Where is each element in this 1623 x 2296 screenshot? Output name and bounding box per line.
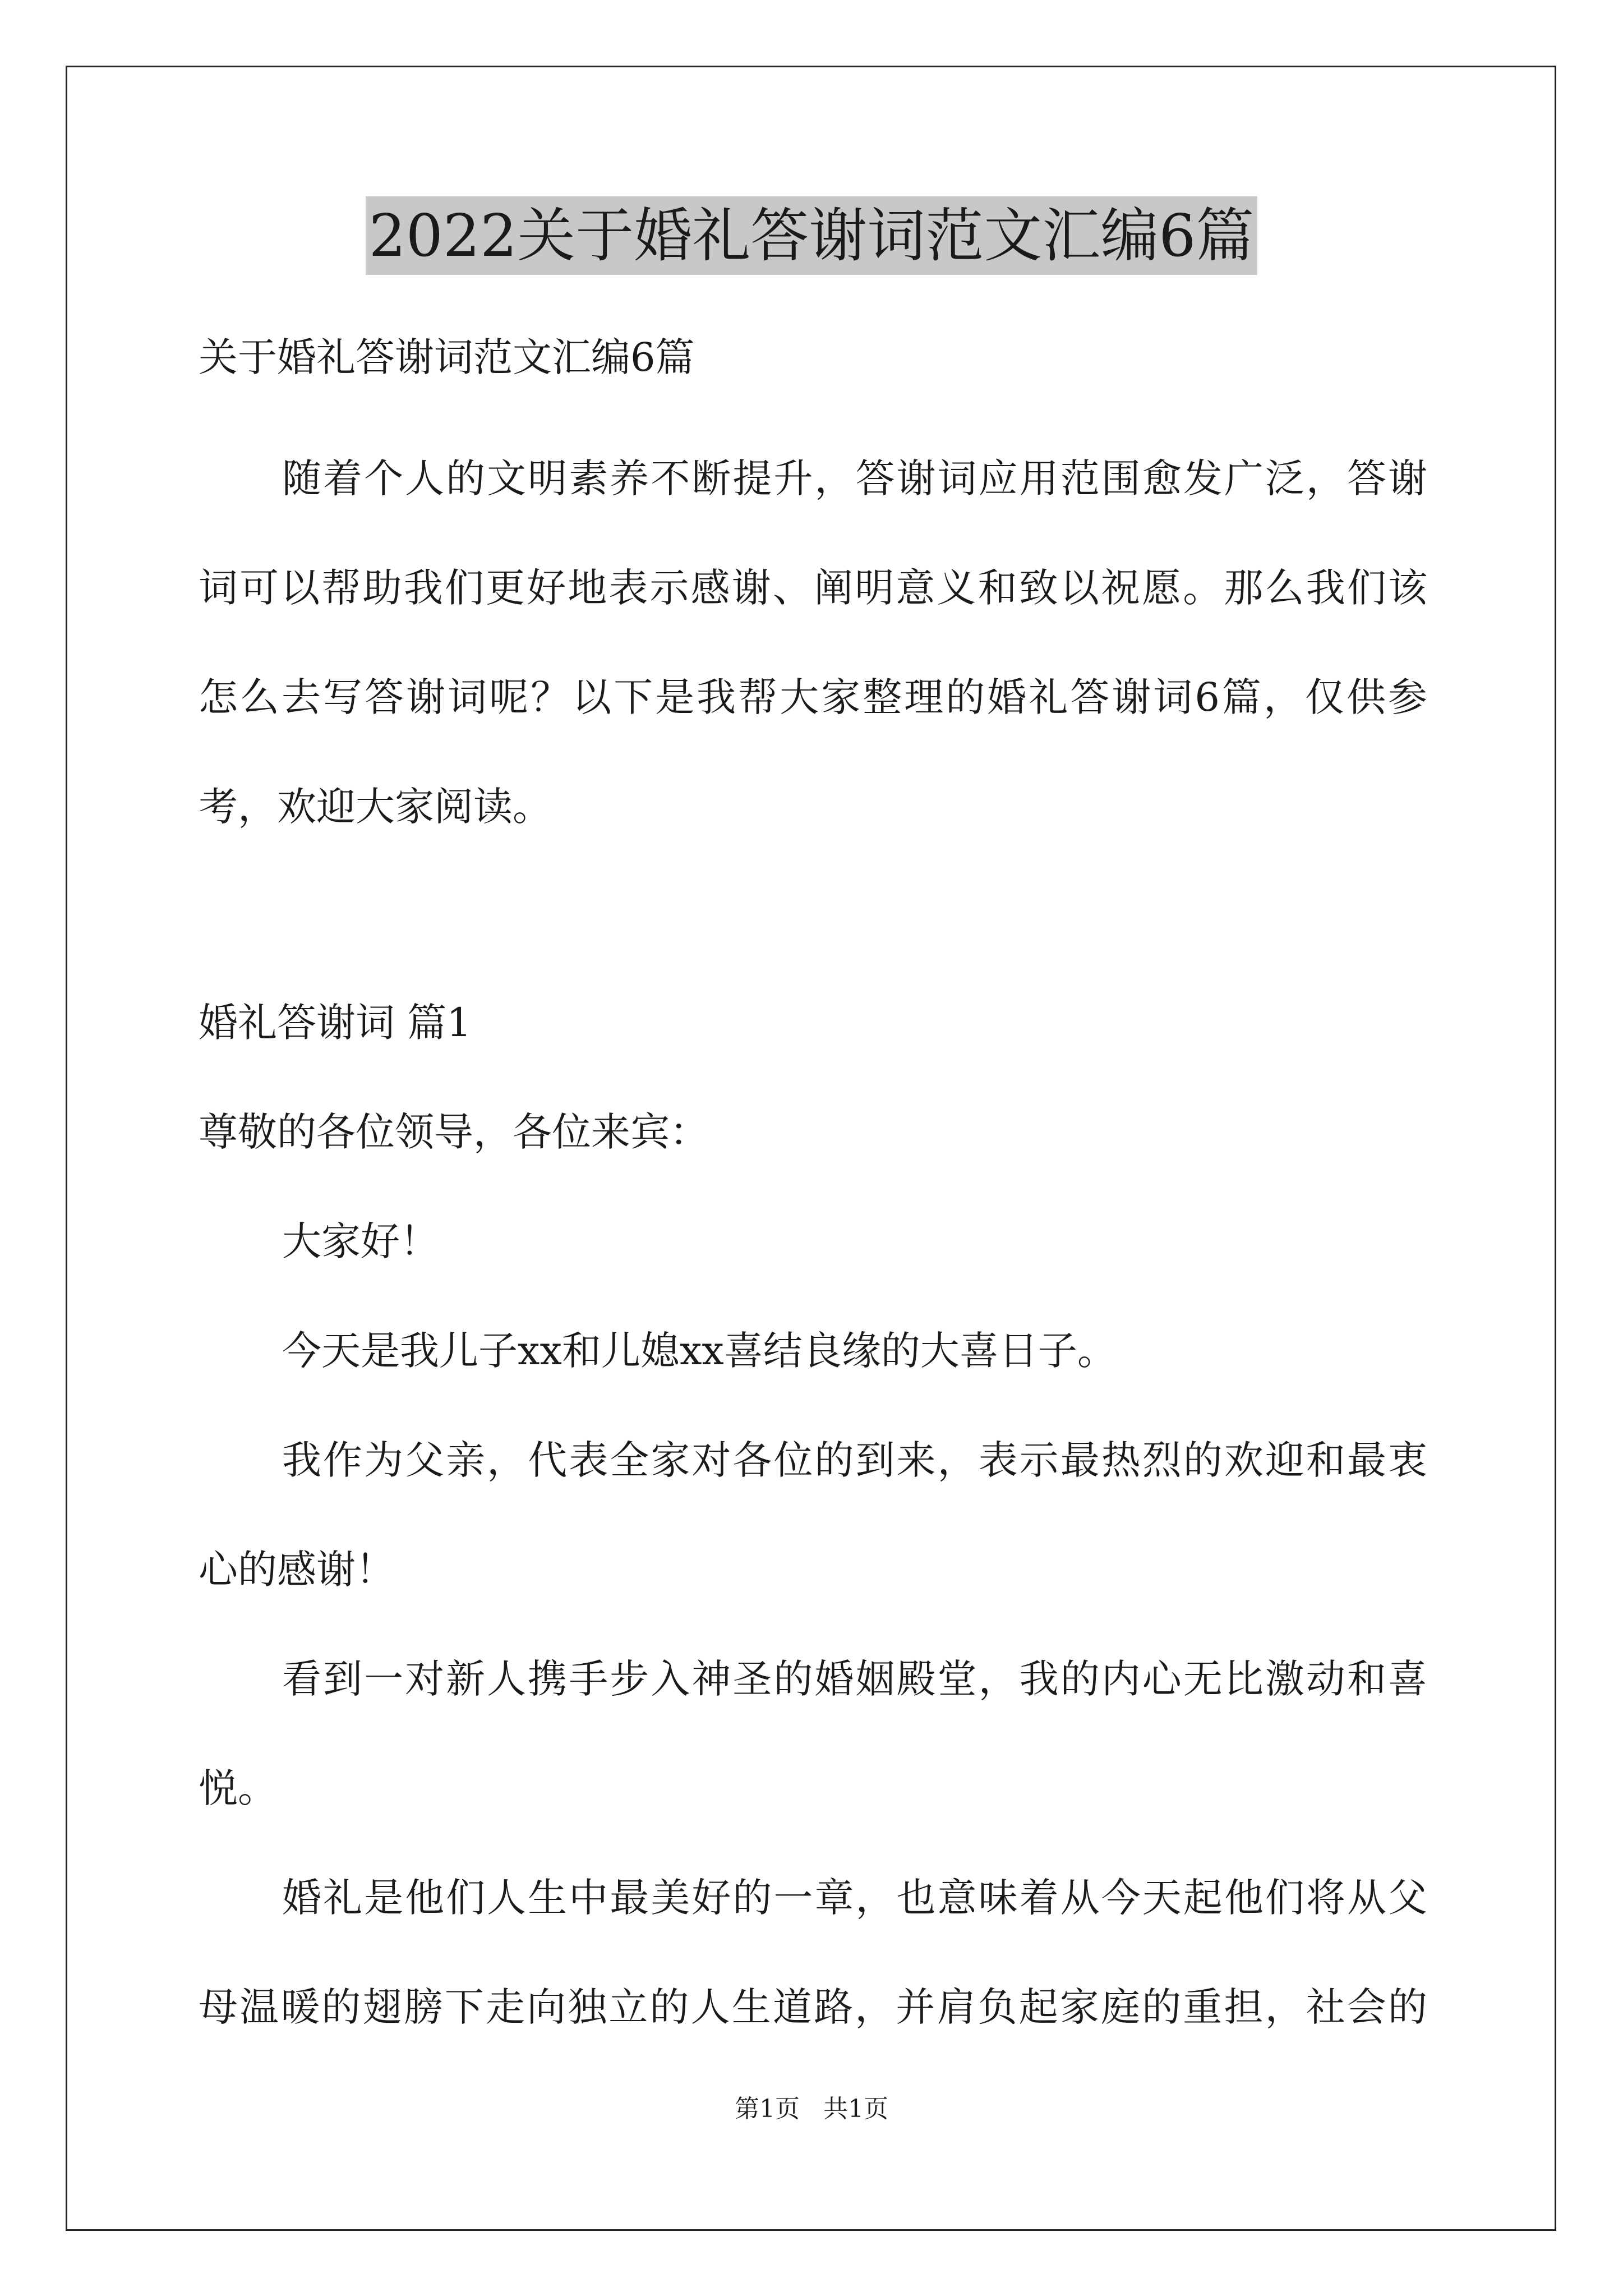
salutation-line: 尊敬的各位领导，各位来宾： bbox=[199, 1109, 709, 1155]
paragraph-line: 怎么去写答谢词呢？以下是我帮大家整理的婚礼答谢词6篇，仅供参 bbox=[199, 674, 1427, 720]
paragraph-line: 考，欢迎大家阅读。 bbox=[199, 784, 552, 830]
page-total: 共1页 bbox=[823, 2095, 888, 2123]
paragraph-line: 我作为父亲，代表全家对各位的到来，表示最热烈的欢迎和最衷 bbox=[282, 1437, 1427, 1483]
paragraph-line: 词可以帮助我们更好地表示感谢、阐明意义和致以祝愿。那么我们该 bbox=[199, 565, 1427, 611]
section-heading: 婚礼答谢词 篇1 bbox=[199, 1000, 472, 1046]
page-number: 第1页 bbox=[735, 2095, 800, 2123]
paragraph-line: 母温暖的翅膀下走向独立的人生道路，并肩负起家庭的重担，社会的 bbox=[199, 1984, 1427, 2030]
title-container bbox=[0, 196, 1623, 275]
document-title: 2022关于婚礼答谢词范文汇编6篇 bbox=[366, 196, 1258, 275]
paragraph-line: 悦。 bbox=[199, 1765, 277, 1811]
paragraph-line: 婚礼是他们人生中最美好的一章，也意味着从今天起他们将从父 bbox=[282, 1875, 1427, 1921]
page-footer bbox=[0, 2093, 1623, 2125]
greeting-line: 大家好！ bbox=[282, 1218, 439, 1264]
paragraph-line: 看到一对新人携手步入神圣的婚姻殿堂，我的内心无比激动和喜 bbox=[282, 1656, 1427, 1702]
paragraph-line: 今天是我儿子xx和儿媳xx喜结良缘的大喜日子。 bbox=[282, 1328, 1117, 1374]
paragraph-line: 心的感谢！ bbox=[199, 1547, 395, 1593]
paragraph-line: 随着个人的文明素养不断提升，答谢词应用范围愈发广泛，答谢 bbox=[282, 455, 1427, 501]
subtitle-line: 关于婚礼答谢词范文汇编6篇 bbox=[199, 334, 695, 380]
